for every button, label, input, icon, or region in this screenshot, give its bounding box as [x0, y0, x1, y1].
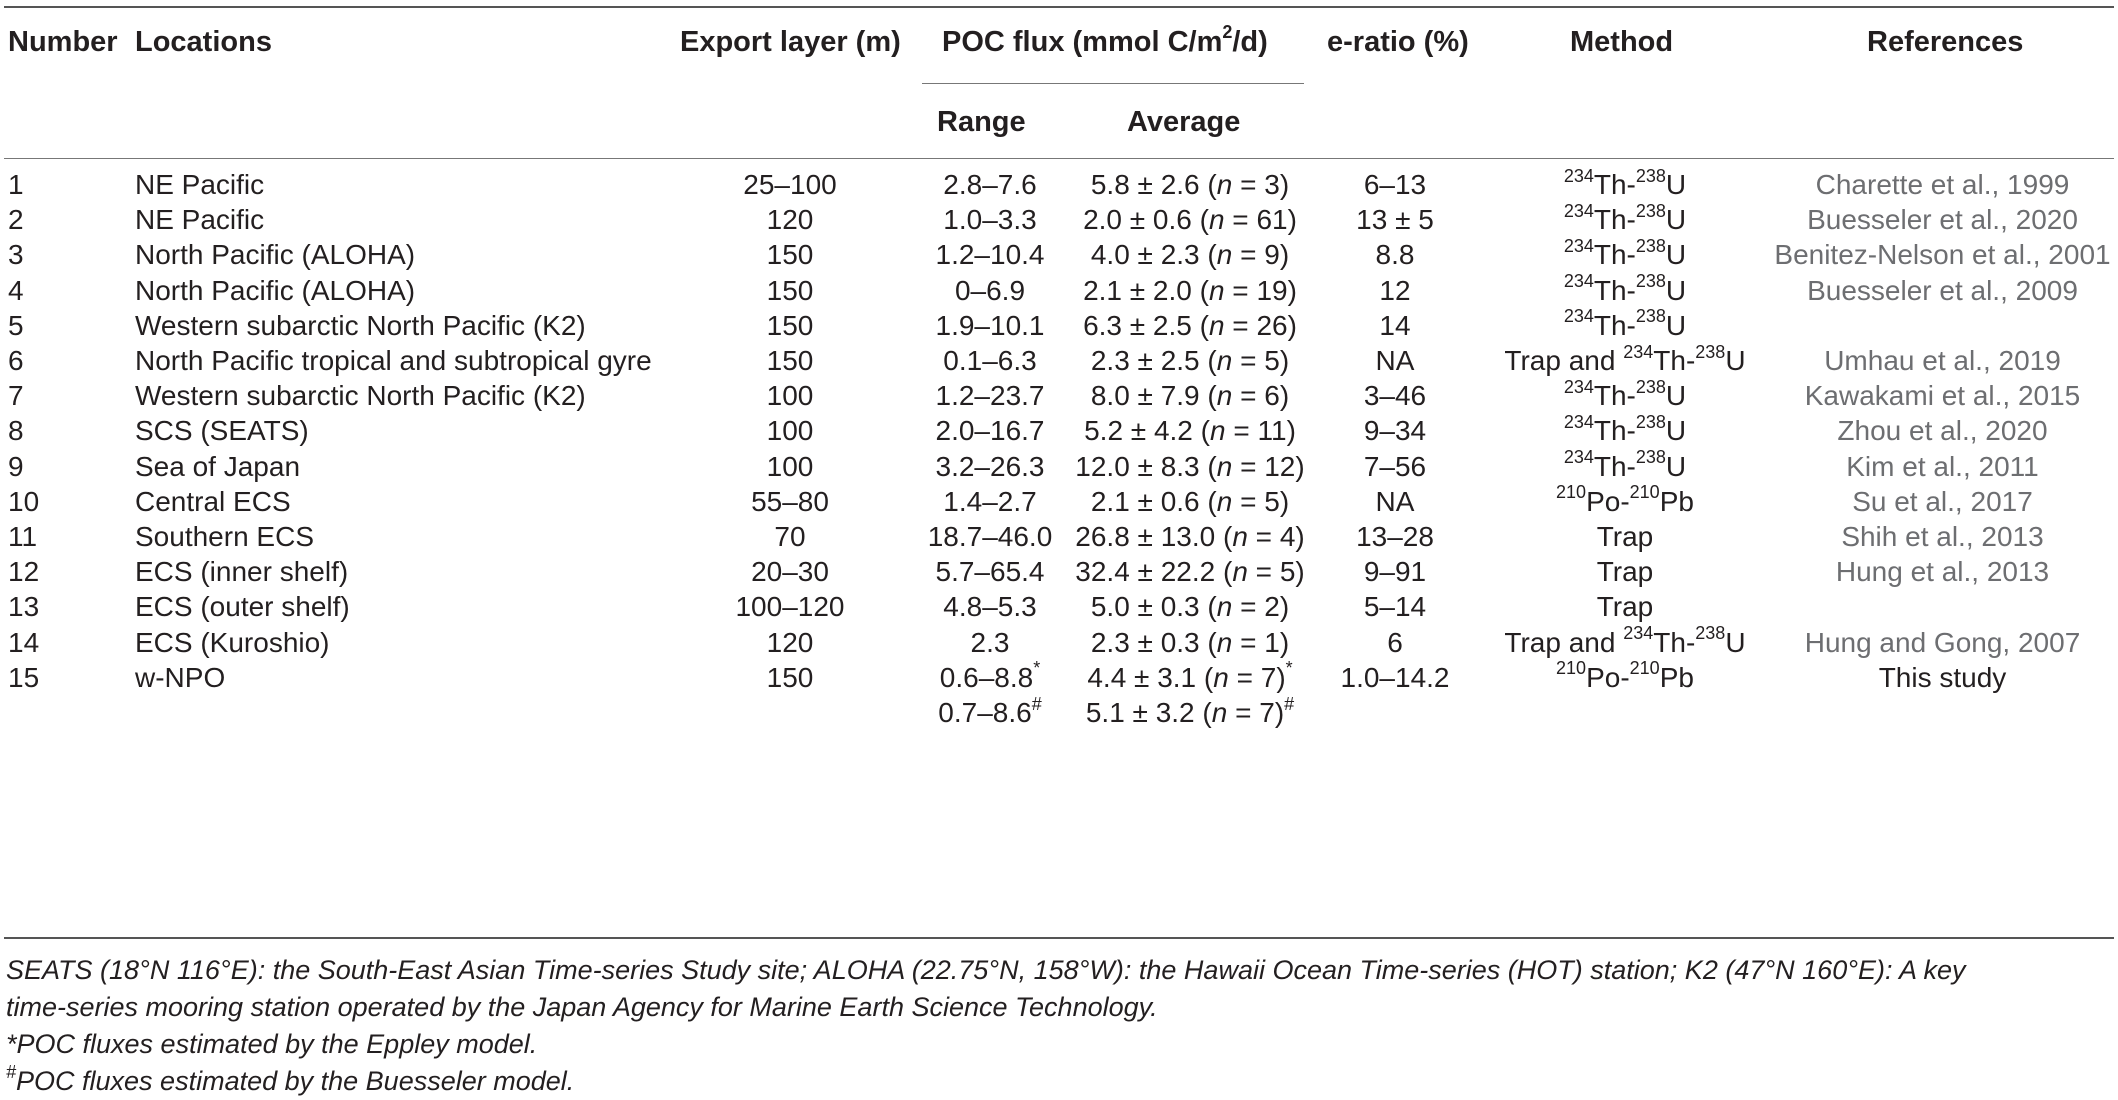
- cell-average: 2.1 ± 0.6 (n = 5): [1090, 485, 1290, 517]
- range-value: 0–6.9: [954, 274, 1026, 306]
- cell-location: Western subarctic North Pacific (K2): [135, 380, 586, 412]
- header-method: Method: [1570, 26, 1674, 58]
- cell-location: Sea of Japan: [135, 450, 301, 482]
- cell-average: 26.8 ± 13.0 (n = 4): [1075, 521, 1305, 552]
- n-value: 6: [1264, 380, 1280, 412]
- cell-average: 32.4 ± 22.2 (n = 5): [1075, 556, 1305, 588]
- n-value: 9: [1264, 239, 1280, 271]
- method-po: Po-: [1586, 661, 1630, 693]
- cell-number: 12: [8, 556, 40, 588]
- n-label: n: [1208, 204, 1225, 236]
- header-locations: Locations: [135, 26, 272, 58]
- cell-reference: Umhau et al., 2019: [1824, 345, 2061, 376]
- average-value: 4.4 ± 3.1: [1087, 661, 1197, 693]
- cell-average: 4.4 ± 3.1 (n = 7)*: [1087, 658, 1293, 693]
- cell-reference: Charette et al., 1999: [1815, 169, 2070, 200]
- average-value: 6.3 ± 2.5: [1083, 309, 1192, 341]
- average-value: 4.0 ± 2.3: [1090, 239, 1200, 271]
- method-th-isotope: 234: [1563, 200, 1594, 221]
- method-th: Th-: [1593, 415, 1636, 447]
- n-label: n: [1216, 626, 1233, 658]
- method-th: Th-: [1593, 239, 1636, 271]
- cell-average: 5.1 ± 3.2 (n = 7)#: [1085, 693, 1295, 728]
- method-th: Th-: [1593, 309, 1636, 341]
- range-value: 0.7–8.6: [938, 697, 1032, 728]
- cell-location: ECS (Kuroshio): [135, 626, 330, 658]
- range-mark: *: [1033, 658, 1041, 679]
- average-value: 2.1 ± 0.6: [1090, 485, 1200, 517]
- method-th-isotope: 234: [1563, 271, 1594, 292]
- footnote-buesseler-text: POC fluxes estimated by the Buesseler model.: [16, 1066, 575, 1096]
- bottom-rule: [4, 937, 2114, 939]
- header-number: Number: [8, 26, 118, 58]
- cell-e-ratio: 6–13: [1363, 169, 1427, 200]
- cell-export-layer: 150: [766, 345, 814, 376]
- cell-export-layer: 25–100: [743, 169, 837, 200]
- method-trap: Trap: [1596, 591, 1654, 623]
- range-value: 1.2–10.4: [935, 239, 1045, 271]
- method-pb: Pb: [1659, 661, 1694, 693]
- header-average: Average: [1127, 106, 1241, 138]
- cell-location: ECS (outer shelf): [135, 591, 350, 623]
- cell-export-layer: 150: [766, 274, 814, 306]
- cell-number: 5: [8, 309, 24, 341]
- method-u: U: [1665, 239, 1687, 271]
- cell-average: 8.0 ± 7.9 (n = 6): [1090, 380, 1290, 412]
- cell-number: 9: [8, 450, 24, 482]
- header-poc-flux-unit: /d): [1232, 26, 1268, 58]
- cell-location: NE Pacific: [135, 169, 265, 200]
- method-pb-isotope: 210: [1629, 482, 1660, 503]
- n-label: n: [1213, 661, 1229, 693]
- method-th: Th-: [1653, 345, 1696, 376]
- cell-e-ratio: NA: [1375, 345, 1415, 376]
- cell-export-layer: 100: [766, 450, 814, 482]
- cell-e-ratio: 9–91: [1363, 556, 1427, 588]
- n-label: n: [1232, 521, 1248, 552]
- cell-export-layer: 100–120: [735, 591, 845, 623]
- cell-export-layer: 150: [766, 309, 814, 341]
- average-value: 5.1 ± 3.2: [1085, 697, 1195, 728]
- n-value: 19: [1256, 274, 1288, 306]
- cell-reference: Kawakami et al., 2015: [1804, 380, 2081, 412]
- method-th: Th-: [1593, 169, 1636, 200]
- footnote-buesseler: [6, 1063, 2106, 1100]
- cell-number: 15: [8, 661, 40, 693]
- header-range: Range: [937, 106, 1026, 138]
- average-mark: #: [1284, 693, 1295, 714]
- method-th-isotope: 234: [1563, 412, 1594, 433]
- method-u: U: [1725, 626, 1746, 658]
- average-value: 2.1 ± 2.0: [1083, 274, 1192, 306]
- method-th: Th-: [1593, 204, 1636, 236]
- method-th-isotope: 234: [1563, 376, 1594, 397]
- cell-reference: Kim et al., 2011: [1846, 450, 2039, 482]
- cell-e-ratio: 3–46: [1363, 380, 1427, 412]
- range-value: 3.2–26.3: [935, 450, 1045, 482]
- method-u: U: [1665, 415, 1687, 447]
- cell-export-layer: 70: [774, 521, 806, 552]
- average-value: 2.3 ± 0.3: [1090, 626, 1200, 658]
- method-u-isotope: 238: [1635, 236, 1666, 257]
- method-u-isotope: 238: [1635, 306, 1666, 327]
- footnote-abbrev-1: SEATS (18°N 116°E): the South-East Asian Time-series Study site; ALOHA (22.75°N, 158°W): the Hawaii Ocean Time-series (HOT) station; K2 (47°N 160°E): A key: [6, 955, 1966, 985]
- poc-flux-subrule: [922, 83, 1304, 84]
- n-value: 4: [1279, 521, 1296, 552]
- cell-location: Southern ECS: [135, 521, 314, 552]
- n-value: 61: [1256, 204, 1288, 236]
- range-value: 0.1–6.3: [943, 345, 1037, 376]
- n-value: 1: [1264, 626, 1280, 658]
- method-u-isotope: 238: [1635, 376, 1666, 397]
- range-value: 18.7–46.0: [927, 521, 1053, 552]
- n-label: n: [1208, 309, 1225, 341]
- cell-number: 3: [8, 239, 24, 271]
- footnote-abbrev-2: time-series mooring station operated by the Japan Agency for Marine Earth Science Technology.: [6, 992, 1158, 1022]
- n-value: 5: [1264, 345, 1280, 376]
- cell-number: 6: [8, 345, 24, 376]
- range-value: 1.4–2.7: [943, 485, 1037, 517]
- n-value: 7: [1260, 661, 1277, 693]
- cell-e-ratio: 13–28: [1356, 521, 1434, 552]
- n-label: n: [1232, 556, 1248, 588]
- header-export-layer: Export layer (m): [680, 26, 901, 58]
- average-value: 8.0 ± 7.9: [1090, 380, 1200, 412]
- range-value: 2.8–7.6: [943, 169, 1037, 200]
- cell-average: 2.1 ± 2.0 (n = 19): [1083, 274, 1297, 306]
- cell-number: 7: [8, 380, 24, 412]
- cell-export-layer: 120: [766, 204, 814, 236]
- method-u: U: [1665, 169, 1687, 200]
- cell-e-ratio: 7–56: [1363, 450, 1427, 482]
- cell-location: w-NPO: [135, 661, 226, 693]
- range-value: 1.2–23.7: [935, 380, 1045, 412]
- method-th-isotope: 234: [1563, 306, 1594, 327]
- cell-e-ratio: 12: [1379, 274, 1411, 306]
- method-u-isotope: 238: [1635, 200, 1666, 221]
- cell-average: 12.0 ± 8.3 (n = 12): [1075, 450, 1305, 482]
- cell-export-layer: 55–80: [751, 485, 829, 517]
- n-value: 2: [1264, 591, 1280, 623]
- method-pb-isotope: 210: [1629, 658, 1660, 679]
- top-rule: [4, 6, 2114, 8]
- cell-number: 1: [8, 169, 24, 200]
- range-mark: #: [1031, 693, 1042, 714]
- cell-average: 2.3 ± 0.3 (n = 1): [1090, 626, 1290, 658]
- cell-location: North Pacific (ALOHA): [135, 239, 416, 271]
- header-poc-flux-text: POC flux (mmol C/m: [942, 26, 1223, 58]
- cell-e-ratio: 1.0–14.2: [1340, 661, 1450, 693]
- cell-location: Central ECS: [135, 485, 291, 517]
- method-po-isotope: 210: [1556, 482, 1587, 503]
- n-value: 5: [1279, 556, 1296, 588]
- n-value: 5: [1264, 485, 1280, 517]
- n-label: n: [1209, 415, 1226, 447]
- n-label: n: [1216, 485, 1233, 517]
- method-th-isotope: 234: [1563, 236, 1594, 257]
- method-th-isotope: 234: [1623, 623, 1654, 644]
- header-rule: [4, 158, 2114, 159]
- cell-location: SCS (SEATS): [135, 415, 309, 447]
- method-u: U: [1665, 380, 1687, 412]
- cell-range: [905, 689, 1075, 736]
- cell-location: North Pacific (ALOHA): [135, 274, 416, 306]
- cell-average: 5.2 ± 4.2 (n = 11): [1084, 415, 1296, 447]
- cell-export-layer: 150: [766, 239, 814, 271]
- method-u: U: [1665, 309, 1687, 341]
- cell-reference: Su et al., 2017: [1852, 485, 2033, 517]
- method-po: Po-: [1586, 485, 1630, 517]
- method-th: Th-: [1593, 380, 1636, 412]
- cell-number: 11: [8, 521, 38, 552]
- n-value: 7: [1259, 697, 1275, 728]
- n-label: n: [1216, 345, 1233, 376]
- cell-export-layer: 20–30: [751, 556, 829, 588]
- method-u-isotope: 238: [1695, 341, 1726, 362]
- n-value: 12: [1264, 450, 1296, 482]
- method-pb: Pb: [1659, 485, 1694, 517]
- n-label: n: [1208, 274, 1225, 306]
- range-value: 5.7–65.4: [935, 556, 1045, 588]
- method-u-isotope: 238: [1635, 412, 1666, 433]
- average-mark: *: [1285, 658, 1293, 679]
- header-poc-flux-sup: 2: [1222, 22, 1233, 43]
- method-trap: Trap: [1596, 521, 1654, 552]
- cell-average: 2.0 ± 0.6 (n = 61): [1083, 204, 1297, 236]
- range-value: 0.6–8.8: [939, 661, 1034, 693]
- range-value: 2.0–16.7: [935, 415, 1045, 447]
- method-u: U: [1665, 204, 1687, 236]
- method-th: Th-: [1653, 626, 1696, 658]
- cell-e-ratio: 14: [1379, 309, 1411, 341]
- range-value: 4.8–5.3: [943, 591, 1037, 623]
- cell-export-layer: 150: [766, 661, 814, 693]
- n-label: n: [1216, 239, 1233, 271]
- range-value: 1.9–10.1: [935, 309, 1045, 341]
- method-th-isotope: 234: [1563, 447, 1594, 468]
- cell-reference: Hung et al., 2013: [1835, 556, 2050, 588]
- cell-location: NE Pacific: [135, 204, 265, 236]
- method-th: Th-: [1593, 274, 1636, 306]
- n-label: n: [1216, 380, 1233, 412]
- header-references: References: [1867, 26, 2024, 58]
- header-poc-flux: [942, 22, 1268, 58]
- method-u-isotope: 238: [1695, 623, 1726, 644]
- average-value: 26.8 ± 13.0: [1075, 521, 1216, 552]
- cell-e-ratio: 6: [1387, 626, 1403, 658]
- average-value: 5.0 ± 0.3: [1090, 591, 1200, 623]
- method-th-isotope: 234: [1623, 341, 1654, 362]
- cell-number: 8: [8, 415, 24, 447]
- average-value: 2.3 ± 2.5: [1090, 345, 1200, 376]
- cell-number: 10: [8, 485, 40, 517]
- n-label: n: [1216, 450, 1233, 482]
- average-value: 2.0 ± 0.6: [1083, 204, 1192, 236]
- cell-reference: Hung and Gong, 2007: [1804, 626, 2081, 658]
- n-label: n: [1211, 697, 1228, 728]
- cell-e-ratio: 13 ± 5: [1356, 204, 1434, 236]
- method-trap: Trap: [1596, 556, 1654, 588]
- method-th-isotope: 234: [1563, 165, 1594, 186]
- n-label: n: [1216, 591, 1233, 623]
- cell-average: 6.3 ± 2.5 (n = 26): [1083, 309, 1297, 341]
- cell-reference: Zhou et al., 2020: [1837, 415, 2048, 447]
- cell-location: North Pacific tropical and subtropical gyre: [135, 345, 652, 376]
- method-th: Th-: [1593, 450, 1636, 482]
- n-value: 3: [1264, 169, 1280, 200]
- method-u-isotope: 238: [1635, 165, 1666, 186]
- cell-location: ECS (inner shelf): [135, 556, 349, 588]
- cell-average: 5.8 ± 2.6 (n = 3): [1090, 169, 1290, 200]
- method-u-isotope: 238: [1635, 271, 1666, 292]
- cell-average: 4.0 ± 2.3 (n = 9): [1090, 239, 1290, 271]
- average-value: 12.0 ± 8.3: [1075, 450, 1200, 482]
- cell-reference: Buesseler et al., 2020: [1807, 204, 2078, 236]
- cell-average: 5.0 ± 0.3 (n = 2): [1090, 591, 1290, 623]
- cell-location: Western subarctic North Pacific (K2): [135, 309, 586, 341]
- cell-reference: Benitez-Nelson et al., 2001: [1774, 239, 2111, 271]
- table-row-extra: [0, 689, 2118, 736]
- method-trap: Trap and: [1504, 345, 1624, 376]
- cell-export-layer: 100: [766, 380, 814, 412]
- cell-reference: Shih et al., 2013: [1841, 521, 2044, 552]
- average-value: 5.2 ± 4.2: [1084, 415, 1193, 447]
- n-value: 11: [1257, 415, 1287, 447]
- cell-e-ratio: NA: [1375, 485, 1415, 517]
- cell-e-ratio: 9–34: [1363, 415, 1427, 447]
- cell-reference: Buesseler et al., 2009: [1807, 274, 2078, 306]
- method-u: U: [1665, 450, 1687, 482]
- cell-export-layer: 120: [766, 626, 814, 658]
- footnote-buesseler-mark: #: [6, 1062, 17, 1082]
- average-value: 5.8 ± 2.6: [1090, 169, 1200, 200]
- method-u: U: [1725, 345, 1746, 376]
- cell-average: 2.3 ± 2.5 (n = 5): [1090, 345, 1290, 376]
- range-value: 1.0–3.3: [943, 204, 1037, 236]
- method-po-isotope: 210: [1556, 658, 1587, 679]
- n-label: n: [1216, 169, 1233, 200]
- cell-number: 14: [8, 626, 40, 658]
- cell-number: 4: [8, 274, 24, 306]
- cell-number: 13: [8, 591, 40, 623]
- method-u-isotope: 238: [1635, 447, 1666, 468]
- method-trap: Trap and: [1504, 626, 1624, 658]
- cell-e-ratio: 8.8: [1375, 239, 1415, 271]
- footnote-eppley: *POC fluxes estimated by the Eppley model.: [6, 1029, 538, 1059]
- cell-e-ratio: 5–14: [1363, 591, 1427, 623]
- average-value: 32.4 ± 22.2: [1075, 556, 1216, 588]
- range-value: 2.3: [970, 626, 1010, 658]
- n-value: 26: [1256, 309, 1288, 341]
- method-u: U: [1665, 274, 1687, 306]
- header-e-ratio: e-ratio (%): [1327, 26, 1469, 58]
- cell-reference: This study: [1878, 661, 2007, 693]
- cell-number: 2: [8, 204, 24, 236]
- cell-export-layer: 100: [766, 415, 814, 447]
